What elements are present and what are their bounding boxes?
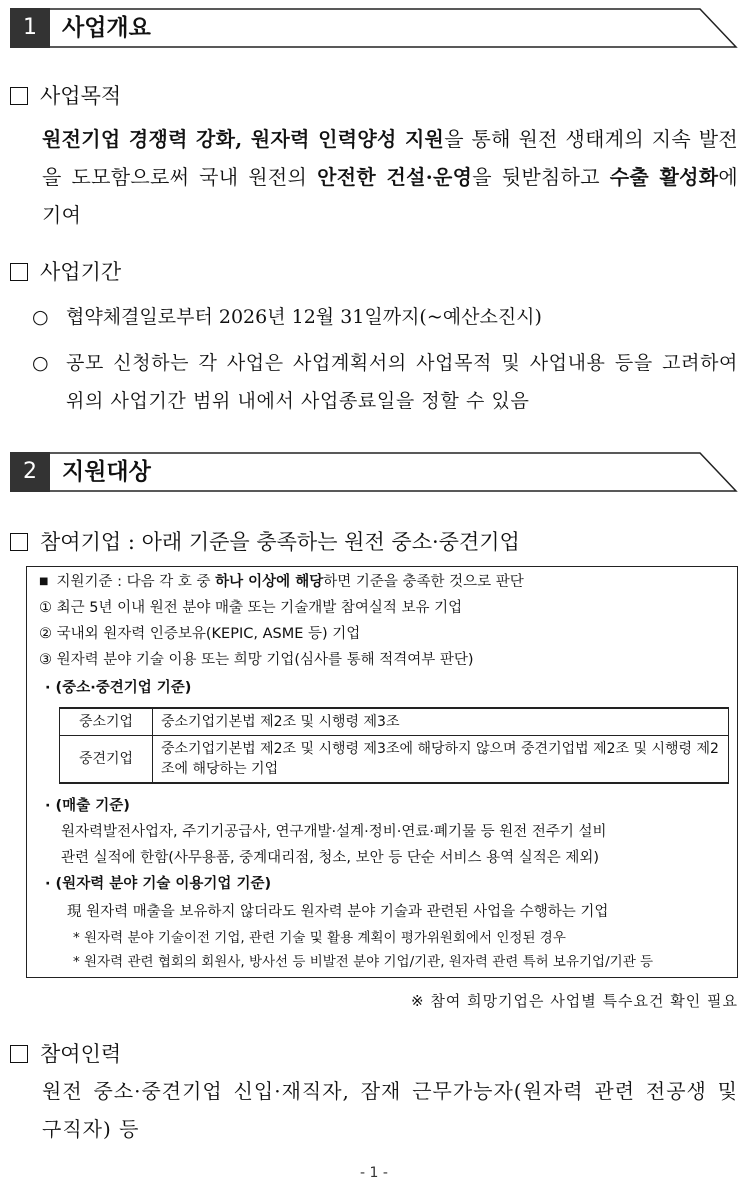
page-number: - 1 - bbox=[360, 1165, 388, 1181]
sales-line-1: 원자력발전사업자, 주기기공급사, 연구개발·설계·정비·연료·폐기물 등 원전 전주기 설비 bbox=[61, 824, 607, 840]
tech-note-2: * 원자력 관련 협회의 회원사, 방사선 등 비발전 분야 기업/기관, 원자력 관련 특허 보유기업/기관 등 bbox=[73, 954, 654, 970]
heading-period: 사업기간 bbox=[10, 258, 121, 286]
section-header-overview bbox=[10, 8, 738, 48]
sme-criteria-table bbox=[59, 707, 729, 784]
criteria-box bbox=[26, 566, 738, 978]
purpose-paragraph bbox=[42, 120, 738, 234]
checkbox-square-icon bbox=[10, 87, 28, 105]
criteria-item-2: ② 국내외 원자력 인증보유(KEPIC, ASME 등) 기업 bbox=[39, 626, 361, 642]
tech-heading: · (원자력 분야 기술 이용기업 기준) bbox=[45, 876, 272, 892]
personnel-paragraph: 원전 중소·중견기업 신입·재직자, 잠재 근무가능자(원자력 관련 전공생 및 구직자) 등 bbox=[42, 1079, 738, 1141]
sales-line-2: 관련 실적에 한함(사무용품, 중계대리점, 청소, 보안 등 단순 서비스 용역 실적은 제외) bbox=[61, 850, 600, 866]
table-cell-value: 중소기업기본법 제2조 및 시행령 제3조 bbox=[153, 708, 729, 736]
period-bullet-2: ○ 공모 신청하는 각 사업은 사업계획서의 사업목적 및 사업내용 등을 고려하여 위의 사업기간 범위 내에서 사업종료일을 정할 수 있음 bbox=[32, 352, 738, 412]
heading-personnel: 참여인력 bbox=[10, 1040, 121, 1068]
heading-purpose: 사업목적 bbox=[10, 82, 121, 110]
table-cell-key: 중견기업 bbox=[60, 736, 153, 784]
period-bullet-1: ○ 협약체결일로부터 2026년 12월 31일까지(~예산소진시) bbox=[32, 306, 542, 328]
sales-heading: · (매출 기준) bbox=[45, 798, 130, 814]
criteria-item-1: ① 최근 5년 이내 원전 분야 매출 또는 기술개발 참여실적 보유 기업 bbox=[39, 600, 463, 616]
purpose-text: 을 뒷받침하고 bbox=[472, 165, 610, 189]
table-cell-value: 중소기업기본법 제2조 및 시행령 제3조에 해당하지 않으며 중견기업법 제2조 및 시행령 제2조에 해당하는 기업 bbox=[153, 736, 729, 784]
table-row bbox=[60, 736, 729, 784]
table-row bbox=[60, 708, 729, 736]
purpose-emphasis: 원전기업 경쟁력 강화, 원자력 인력양성 지원 bbox=[42, 127, 445, 151]
checkbox-square-icon bbox=[10, 1045, 28, 1063]
section-title: 사업개요 bbox=[62, 15, 151, 41]
purpose-text: 에 기여 bbox=[42, 165, 738, 227]
section-number: 2 bbox=[10, 452, 50, 492]
section-title: 지원대상 bbox=[62, 459, 151, 485]
checkbox-square-icon bbox=[10, 533, 28, 551]
table-cell-key: 중소기업 bbox=[60, 708, 153, 736]
section-header-target bbox=[10, 452, 738, 492]
section-number: 1 bbox=[10, 8, 50, 48]
purpose-text: 을 통해 원전 생태계의 지속 발전을 도모함으로써 국내 원전의 bbox=[42, 127, 738, 189]
criteria-item-3: ③ 원자력 분야 기술 이용 또는 희망 기업(심사를 통해 적격여부 판단) bbox=[39, 652, 474, 668]
tech-line: 現 원자력 매출을 보유하지 않더라도 원자력 분야 기술과 관련된 사업을 수행하는 기업 bbox=[67, 904, 609, 920]
purpose-emphasis: 안전한 건설·운영 bbox=[317, 165, 473, 189]
tech-note-1: * 원자력 분야 기술이전 기업, 관련 기술 및 활용 계획이 평가위원회에서 인정된 경우 bbox=[73, 930, 566, 946]
criteria-line: ■ 지원기준 : 다음 각 호 중 하나 이상에 해당하면 기준을 충족한 것으로 판단 bbox=[39, 574, 524, 590]
purpose-emphasis: 수출 활성화 bbox=[609, 165, 719, 189]
participation-note: ※ 참여 희망기업은 사업별 특수요건 확인 필요 bbox=[411, 992, 738, 1010]
sme-heading: · (중소·중견기업 기준) bbox=[45, 680, 192, 696]
heading-companies: 참여기업 : 아래 기준을 충족하는 원전 중소·중견기업 bbox=[10, 528, 520, 556]
checkbox-square-icon bbox=[10, 263, 28, 281]
